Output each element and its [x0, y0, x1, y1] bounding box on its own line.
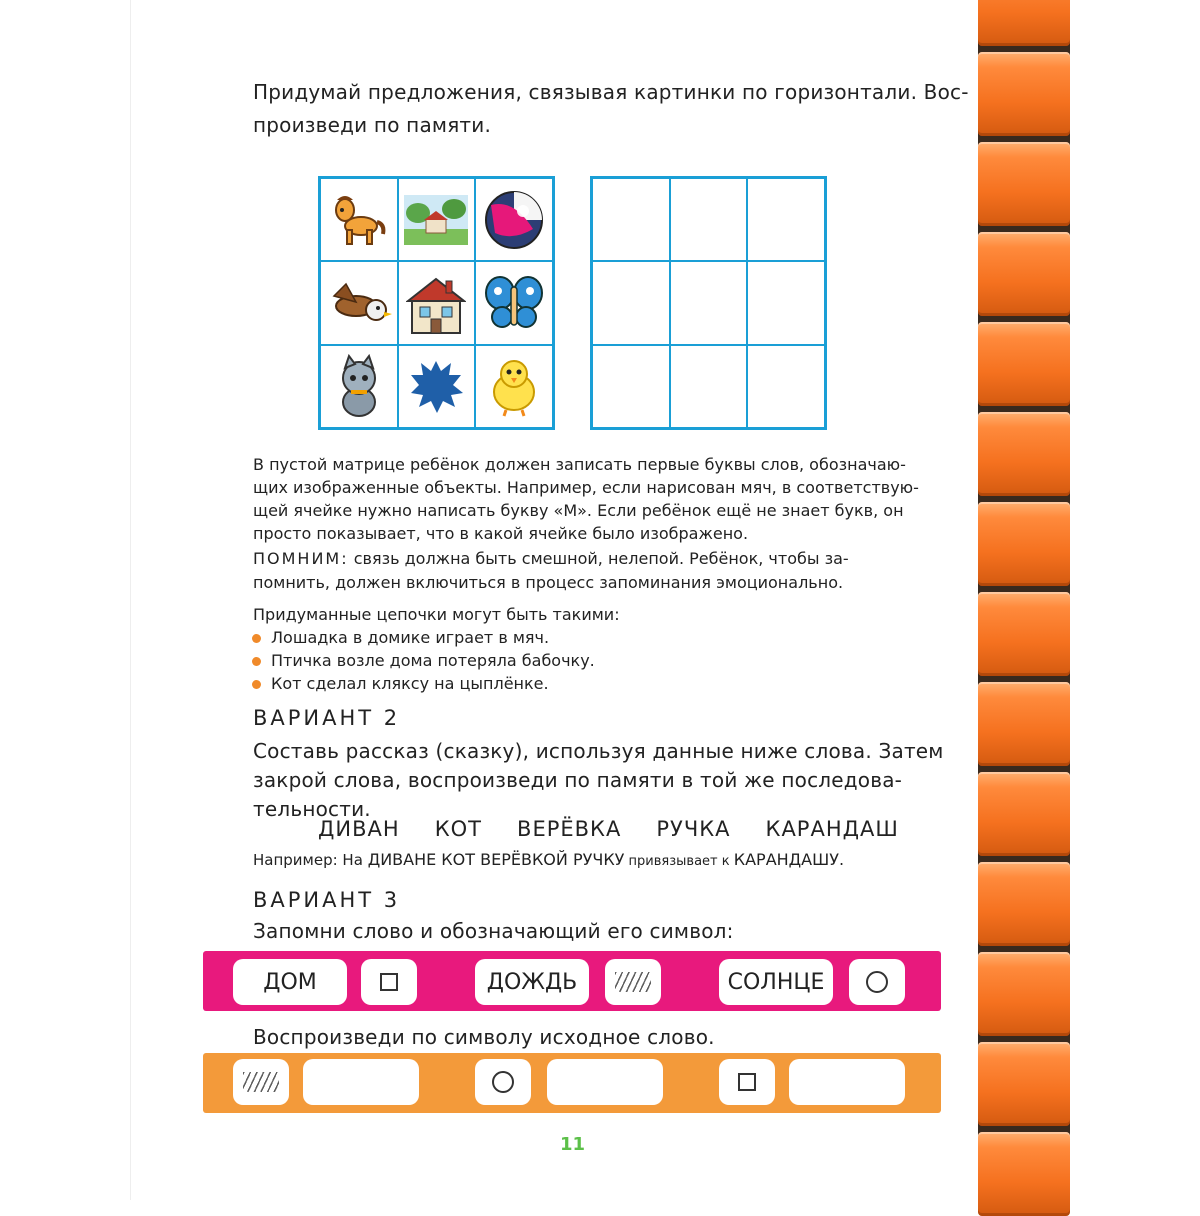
house-icon [398, 261, 476, 344]
chain-item: Кот сделал кляксу на цыплёнке. [271, 674, 549, 693]
word: КАРАНДАШ [765, 817, 899, 841]
word-list [318, 817, 899, 841]
square-icon [380, 973, 398, 991]
intro-line-1: Придумай предложения, связывая картинки по горизонтали. Вос- [253, 80, 969, 104]
memorize-bar [203, 951, 941, 1011]
remember-line-2: помнить, должен включиться в процесс запоминания эмоционально. [253, 573, 844, 592]
instructions-line-4: просто показывает, что в какой ячейке было изображено. [253, 524, 749, 543]
intro-line-2: произведи по памяти. [253, 113, 492, 137]
instructions-line-2: щих изображенные объекты. Например, если нарисован мяч, в соответствую- [253, 478, 919, 497]
symbol-card [361, 959, 417, 1005]
symbol-card [233, 1059, 289, 1105]
answer-box[interactable] [547, 1059, 663, 1105]
chick-icon [475, 345, 553, 428]
blot-icon [398, 345, 476, 428]
butterfly-icon [475, 261, 553, 344]
picture-matrix [318, 176, 555, 430]
word-card-label: ДОМ [263, 969, 317, 995]
empty-cell [592, 261, 670, 344]
landscape-icon [398, 178, 476, 261]
empty-cell [747, 178, 825, 261]
variant2-line-1: Составь рассказ (сказку), используя данные ниже слова. Затем [253, 739, 944, 763]
word: ВЕРЁВКА [517, 817, 622, 841]
word-card-dom [233, 959, 347, 1005]
ball-icon [475, 178, 553, 261]
empty-cell [670, 261, 748, 344]
variant3-heading: ВАРИАНТ 3 [253, 888, 401, 912]
variant2-line-3: тельности. [253, 797, 371, 821]
chains-intro: Придуманные цепочки могут быть такими: [253, 605, 620, 624]
word: РУЧКА [656, 817, 731, 841]
empty-cell [747, 345, 825, 428]
symbol-card [849, 959, 905, 1005]
brick-border [978, 0, 1070, 1200]
empty-cell [747, 261, 825, 344]
example-words-1: ДИВАНЕ КОТ ВЕРЁВКОЙ РУЧКУ [367, 850, 625, 869]
word-card-solntse [719, 959, 833, 1005]
empty-cell [592, 345, 670, 428]
variant2-line-2: закрой слова, воспроизведи по памяти в той же последова- [253, 768, 903, 792]
chain-item: Лошадка в домике играет в мяч. [271, 628, 550, 647]
remember-line-1 [253, 549, 849, 568]
empty-cell [670, 178, 748, 261]
rain-hatch-icon [243, 1072, 279, 1092]
horse-icon [320, 178, 398, 261]
remember-label: ПОМНИМ: [253, 549, 349, 568]
bullet-icon [252, 634, 261, 643]
circle-icon [866, 971, 888, 993]
example-words-2: КАРАНДАШУ. [733, 850, 845, 869]
bird-icon [320, 261, 398, 344]
variant2-heading: ВАРИАНТ 2 [253, 706, 401, 730]
example-line [253, 850, 844, 869]
word-card-label: ДОЖДЬ [486, 969, 578, 995]
recall-bar [203, 1053, 941, 1113]
answer-box[interactable] [789, 1059, 905, 1105]
word-card-label: СОЛНЦЕ [727, 969, 825, 995]
example-prefix: Например: На [253, 851, 368, 869]
instructions-line-3: щей ячейке нужно написать букву «М». Если ребёнок ещё не знает букв, он [253, 501, 904, 520]
page-number: 11 [560, 1134, 586, 1155]
example-mid: привязывает к [624, 854, 734, 869]
cat-icon [320, 345, 398, 428]
square-icon [738, 1073, 756, 1091]
variant3-instruction: Запомни слово и обозначающий его символ: [253, 919, 734, 943]
symbol-card [719, 1059, 775, 1105]
remember-text: связь должна быть смешной, нелепой. Ребёнок, чтобы за- [348, 549, 849, 568]
instructions-line-1: В пустой матрице ребёнок должен записать первые буквы слов, обозначаю- [253, 455, 906, 474]
rain-hatch-icon [615, 972, 651, 992]
recall-instruction: Воспроизведи по символу исходное слово. [253, 1025, 715, 1049]
word: ДИВАН [318, 817, 400, 841]
bullet-icon [252, 680, 261, 689]
word-card-dozhd [475, 959, 589, 1005]
empty-matrix [590, 176, 827, 430]
empty-cell [592, 178, 670, 261]
symbol-card [475, 1059, 531, 1105]
chain-item: Птичка возле дома потеряла бабочку. [271, 651, 595, 670]
answer-box[interactable] [303, 1059, 419, 1105]
word: КОТ [434, 817, 482, 841]
circle-icon [492, 1071, 514, 1093]
symbol-card [605, 959, 661, 1005]
bullet-icon [252, 657, 261, 666]
empty-cell [670, 345, 748, 428]
